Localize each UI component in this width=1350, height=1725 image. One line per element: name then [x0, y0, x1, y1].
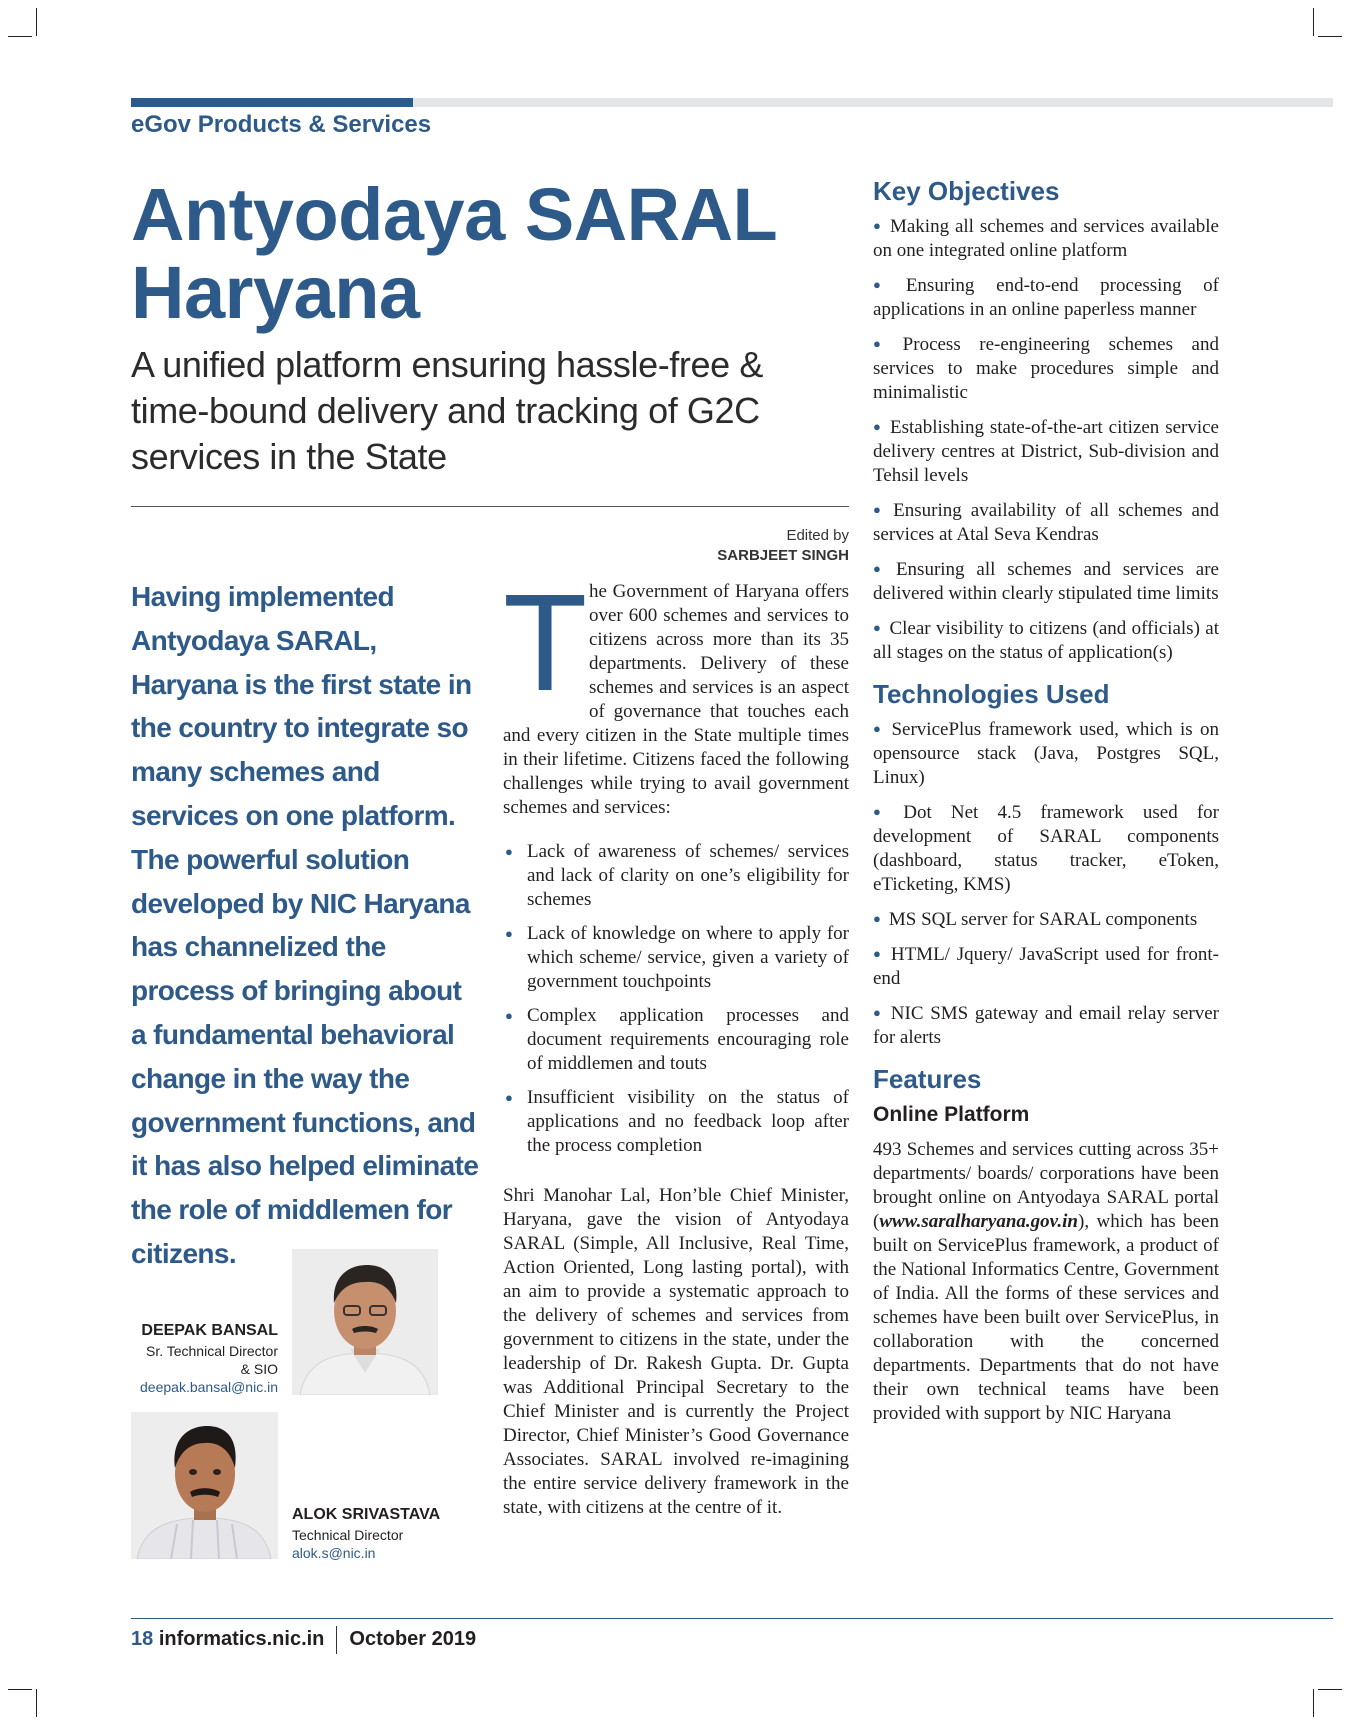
page-footer	[131, 1625, 476, 1654]
list-item: ● ServicePlus framework used, which is on opensource stack (Java, Postgres SQL, Linux)	[873, 719, 1219, 788]
list-item: ● Ensuring availability of all schemes and services at Atal Seva Kendras	[873, 500, 1219, 545]
editor-name: SARBJEET SINGH	[717, 547, 849, 564]
list-item: ● Clear visibility to citizens (and officials) at all stages on the status of application(s)	[873, 618, 1219, 663]
list-item: ● HTML/ Jquery/ JavaScript used for front-end	[873, 944, 1219, 989]
section-bar-light	[413, 98, 1333, 107]
author-photo-deepak-bansal	[292, 1249, 438, 1395]
article-subtitle: A unified platform ensuring hassle-free & time-bound delivery and tracking of G2C services in the State	[131, 344, 763, 477]
online-platform-subheading: Online Platform	[873, 1103, 1030, 1126]
footer-divider	[131, 1618, 1333, 1619]
footer-separator	[336, 1626, 337, 1654]
crop-mark	[8, 1689, 32, 1690]
right-column	[873, 176, 1219, 1426]
list-item: ● Lack of knowledge on where to apply for which scheme/ service, given a variety of government touchpoints	[503, 922, 849, 994]
crop-mark	[36, 8, 37, 36]
edited-by	[560, 526, 849, 566]
list-item: ● Making all schemes and services available on one integrated online platform	[873, 216, 1219, 261]
bullet-dot-icon: ●	[873, 1005, 883, 1020]
author-name: ALOK SRIVASTAVA	[292, 1506, 441, 1523]
list-item: ● MS SQL server for SARAL components	[873, 909, 1198, 930]
dropcap-spacer	[503, 566, 589, 724]
section-bar-accent	[131, 98, 413, 107]
bullet-dot-icon: ●	[873, 336, 895, 351]
title-line-1: Antyodaya SARAL	[131, 173, 778, 256]
bullet-dot-icon: ●	[873, 911, 881, 926]
list-item: ● Lack of awareness of schemes/ services and lack of clarity on one’s eligibility for schemes	[503, 840, 849, 912]
portrait-icon	[131, 1412, 278, 1559]
features-heading: Features	[873, 1064, 982, 1094]
intro-text: he Government of Haryana offers over 600 schemes and services to citizens across more than its 35 departments. Delivery of these schemes and services is an aspect of governance that touches each and every citizen in the State multiple times in their lifetime. Citizens faced the following challenges while trying to avail government schemes and services:	[503, 581, 849, 818]
bullet-dot-icon: ●	[873, 502, 886, 517]
title-divider	[131, 506, 849, 507]
key-objectives-list	[873, 214, 1219, 665]
intro-paragraph	[503, 566, 849, 820]
section-label: eGov Products & Services	[131, 111, 432, 138]
crop-mark	[36, 1689, 37, 1717]
bullet-dot-icon: ●	[873, 561, 888, 576]
author-email-link[interactable]: deepak.bansal@nic.in	[140, 1379, 278, 1395]
bullet-dot-icon: ●	[873, 946, 883, 961]
author-email-link[interactable]: alok.s@nic.in	[292, 1545, 376, 1561]
portrait-icon	[292, 1249, 438, 1395]
author-info-alok-srivastava	[292, 1504, 492, 1562]
author-role: Technical Director	[292, 1527, 404, 1543]
bullet-dot-icon: ●	[873, 804, 896, 819]
author-role: Sr. Technical Director	[145, 1343, 278, 1359]
list-item: ● Ensuring all schemes and services are delivered within clearly stipulated time limits	[873, 559, 1219, 604]
technologies-heading: Technologies Used	[873, 679, 1110, 709]
bullet-dot-icon: ●	[873, 721, 884, 736]
vision-paragraph: Shri Manohar Lal, Hon’ble Chief Minister, Haryana, gave the vision of Antyodaya SARAL (Simple, All Inclusive, Real Time, Action Oriented, Long lasting portal), with an aim to provide a systematic approach to the delivery of schemes and services from government to citizens in the state, under the leadership of Dr. Rakesh Gupta. Dr. Gupta was Additional Principal Secretary to the Chief Minister and is currently the Project Director, Chief Minister’s Good Governance Associates. SARAL involved re-imagining the entire service delivery framework in the state, with citizens at the centre of it.	[503, 1185, 849, 1518]
crop-mark	[1318, 1689, 1342, 1690]
issue-date: October 2019	[349, 1628, 477, 1650]
body-column	[503, 566, 849, 1520]
drop-cap: T	[503, 566, 588, 720]
crop-mark	[8, 36, 32, 37]
features-paragraph: 493 Schemes and services cutting across 35+ departments/ boards/ corporations have been brought online on Antyodaya SARAL portal (www.saralharyana.gov.in), which has been built on ServicePlus framework, a product of the National Informatics Centre, Government of India. All the forms of these services and schemes have been built over ServicePlus, in collaboration with the concerned departments. Departments that do not have their own technical teams have been provided with support by NIC Haryana	[873, 1139, 1219, 1424]
site-name: informatics.nic.in	[158, 1628, 325, 1650]
list-item: ● Insufficient visibility on the status of applications and no feedback loop after the process completion	[503, 1086, 849, 1158]
bullet-dot-icon: ●	[873, 620, 882, 635]
bullet-dot-icon: ●	[873, 419, 883, 434]
page-number: 18	[131, 1628, 154, 1650]
author-name: DEEPAK BANSAL	[141, 1322, 278, 1339]
author-info-deepak-bansal	[131, 1320, 278, 1396]
list-item: ● Complex application processes and document requirements encouraging role of middlemen and touts	[503, 1004, 849, 1076]
technologies-list	[873, 717, 1219, 1050]
crop-mark	[1313, 8, 1314, 36]
list-item: ● Establishing state-of-the-art citizen service delivery centres at District, Sub-division and Tehsil levels	[873, 417, 1219, 486]
key-objectives-heading: Key Objectives	[873, 176, 1060, 206]
author-photo-alok-srivastava	[131, 1412, 278, 1559]
list-item: ● Dot Net 4.5 framework used for development of SARAL components (dashboard, status tracker, eToken, eTicketing, KMS)	[873, 802, 1219, 895]
title-line-2: Haryana	[131, 251, 420, 334]
pull-quote: Having implemented Antyodaya SARAL, Haryana is the first state in the country to integrate so many schemes and services on one platform. The powerful solution developed by NIC Haryana has channelized the process of bringing about a fundamental behavioral change in the way the government functions, and it has also helped eliminate the role of middlemen for citizens.	[131, 581, 479, 1269]
author-role: & SIO	[240, 1361, 278, 1377]
article-title	[131, 173, 831, 334]
list-item: ● NIC SMS gateway and email relay server for alerts	[873, 1003, 1219, 1048]
list-item: ● Process re-engineering schemes and services to make procedures simple and minimalistic	[873, 334, 1219, 403]
list-item: ● Ensuring end-to-end processing of applications in an online paperless manner	[873, 275, 1219, 320]
bullet-dot-icon: ●	[873, 277, 898, 292]
crop-mark	[1318, 36, 1342, 37]
saral-portal-link[interactable]: www.saralharyana.gov.in	[879, 1211, 1078, 1232]
edited-by-label: Edited by	[786, 527, 849, 544]
bullet-dot-icon: ●	[873, 218, 882, 233]
challenges-list	[503, 840, 849, 1158]
crop-mark	[1313, 1689, 1314, 1717]
